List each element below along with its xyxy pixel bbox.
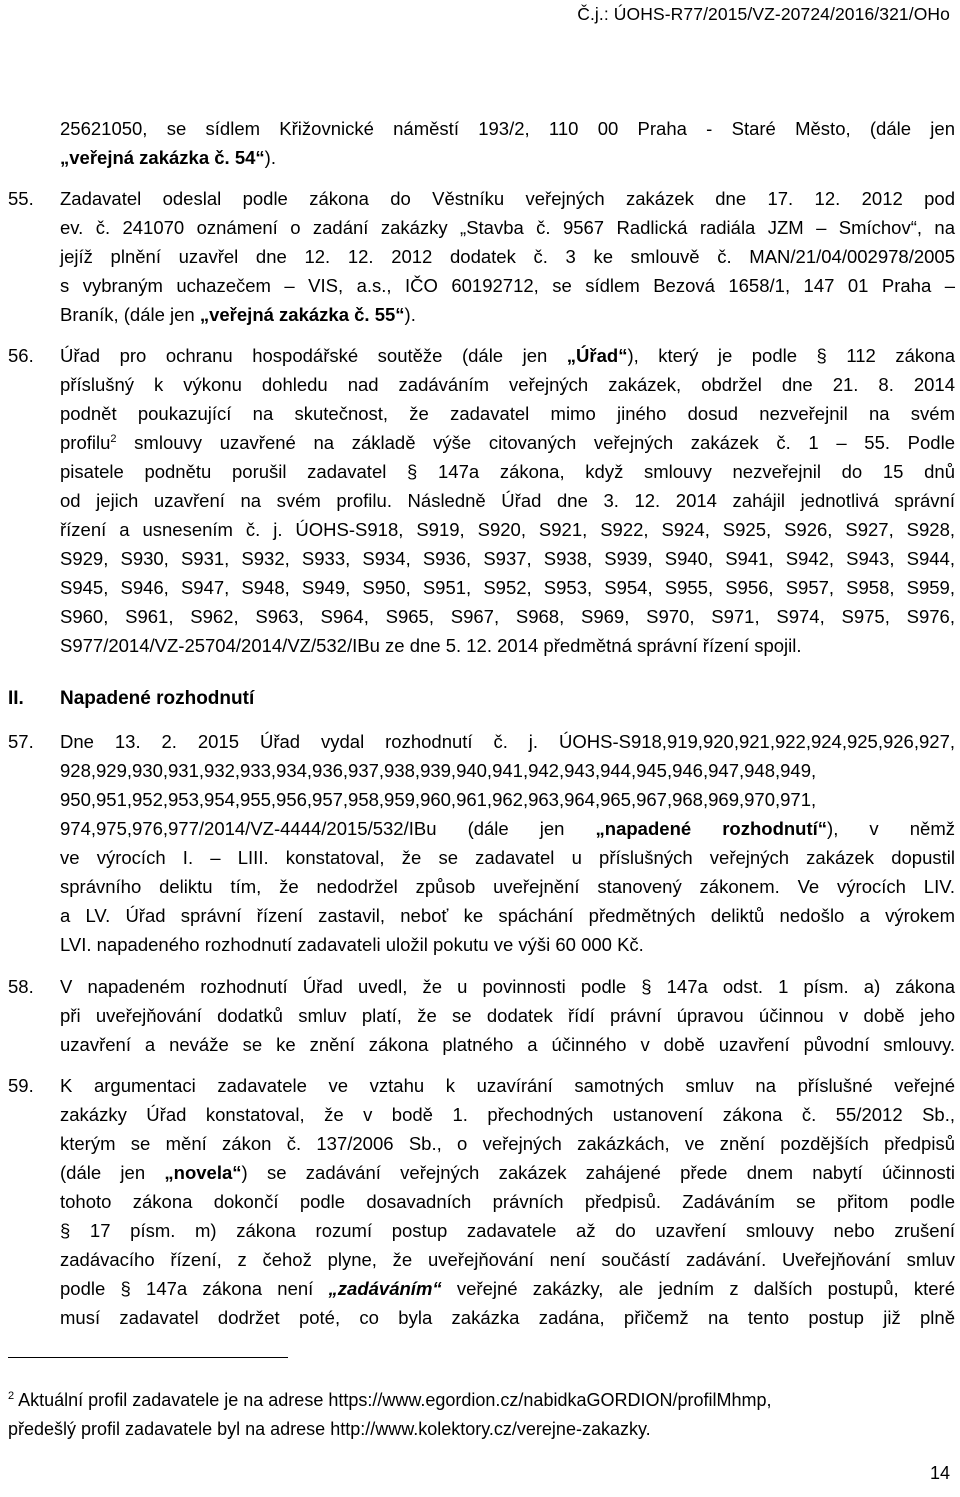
text-run: veřejné zakázky, ale jedním z dalších postupů, které <box>441 1278 955 1299</box>
paragraph-58-line: uzavření a neváže se ke znění zákona platného a účinného v době uzavření původní smlouvy. <box>60 1034 955 1055</box>
paragraph-57-line: Dne 13. 2. 2015 Úřad vydal rozhodnutí č. j. ÚOHS-S918,919,920,921,922,924,925,926,927, <box>60 731 955 752</box>
paragraph-57-line: správního deliktu tím, že nedodržel způsob uveřejnění stanovený zákonem. Ve výrocích LIV. <box>60 876 955 897</box>
paragraph-57-line <box>60 814 955 843</box>
paragraph-54-line: 25621050, se sídlem Křižovnické náměstí 193/2, 110 00 Praha - Staré Město, (dále jen <box>60 118 955 139</box>
text-run: profilu <box>60 432 111 453</box>
paragraph-57-line: LVI. napadeného rozhodnutí zadavateli uložil pokutu ve výši 60 000 Kč. <box>60 934 644 955</box>
paragraph-55-line: jejíž plnění uzavřel dne 12. 12. 2012 dodatek č. 3 ke smlouvě č. MAN/21/04/002978/2005 <box>60 246 955 267</box>
footnote-divider <box>8 1357 288 1358</box>
paragraph-56-line <box>60 341 955 370</box>
paragraph-56-line: podnět poukazující na skutečnost, že zadavatel mimo jiného dosud nezveřejnil na svém <box>60 403 955 424</box>
paragraph-57-line: a LV. Úřad správní řízení zastavil, neboť ke spáchání předmětných deliktů nedošlo a výrokem <box>60 905 955 926</box>
paragraph-number: 56. <box>8 345 34 366</box>
paragraph-56-line: S960, S961, S962, S963, S964, S965, S967, S968, S969, S970, S971, S974, S975, S976, <box>60 606 955 627</box>
text-run: s vybraným uchazečem – VIS, a.s., <box>60 275 392 296</box>
paragraph-59-line: musí zadavatel dodržet poté, co byla zakázka zadána, přičemž na tento postup již plně <box>60 1307 955 1328</box>
paragraph-54-line <box>60 143 955 172</box>
paragraph-57-line: 928,929,930,931,932,933,934,936,937,938,939,940,941,942,943,944,945,946,947,948,949, <box>60 760 817 781</box>
text-run: ). <box>404 304 416 325</box>
footnote-line: předešlý profil zadavatele byl na adrese http://www.kolektory.cz/verejne-zakazky. <box>8 1419 651 1439</box>
text-run: smlouvy uzavřené na základě výše citovaných veřejných zakázek č. 1 – 55. Podle <box>116 432 955 453</box>
footnote-marker: 2 <box>8 1390 15 1402</box>
text-run: IČO 60192712, se sídlem Bezová 1658/1, 147 01 Praha – <box>405 275 956 296</box>
paragraph-56-line: od jejich uzavření na svém profilu. Následně Úřad dne 3. 12. 2014 zahájil jednotlivá správní <box>60 490 955 511</box>
paragraph-56-line: S977/2014/VZ-25704/2014/VZ/532/IBu ze dne 5. 12. 2014 předmětná správní řízení spojil. <box>60 635 802 656</box>
paragraph-58-line: při uveřejňování dodatků smluv platí, že se dodatek řídí právní úpravou účinnou v době jeho <box>60 1005 955 1026</box>
footnote-line <box>8 1386 772 1415</box>
paragraph-57-line: ve výrocích I. – LIII. konstatoval, že se zadavatel u příslušných veřejných zakázek dopustil <box>60 847 955 868</box>
paragraph-56-line: příslušný k výkonu dohledu nad zadáváním veřejných zakázek, obdržel dne 21. 8. 2014 <box>60 374 955 395</box>
paragraph-number: 57. <box>8 731 34 752</box>
text-run: 974,975,976,977/2014/VZ-4444/2015/532/IBu (dále jen <box>60 818 596 839</box>
paragraph-number: 58. <box>8 976 34 997</box>
defined-term: „napadené rozhodnutí“ <box>595 818 828 839</box>
text-run: Úřad pro ochranu hospodářské soutěže (dále jen <box>60 345 567 366</box>
paragraph-59-line: K argumentaci zadavatele ve vztahu k uzavírání samotných smluv na příslušné veřejné <box>60 1075 955 1096</box>
paragraph-59-line <box>60 1274 955 1303</box>
section-number: II. <box>8 688 24 709</box>
text-run: podle § 147a zákona není <box>60 1278 329 1299</box>
paragraph-55-line <box>60 271 955 300</box>
paragraph-57-line: 950,951,952,953,954,955,956,957,958,959,960,961,962,963,964,965,967,968,969,970,971, <box>60 789 817 810</box>
text-run: ), v němž <box>827 818 955 839</box>
text-run: ) se zadávání veřejných zakázek zahájené přede dnem nabytí účinnosti <box>241 1162 956 1183</box>
page-number: 14 <box>929 1463 950 1483</box>
section-heading: Napadené rozhodnutí <box>60 688 255 709</box>
defined-term: „veřejná zakázka č. 55“ <box>199 304 405 325</box>
paragraph-59-line: kterým se mění zákon č. 137/2006 Sb., o veřejných zakázkách, ve znění pozdějších předpisů <box>60 1133 955 1154</box>
footnote-text: Aktuální profil zadavatele je na adrese https://www.egordion.cz/nabidkaGORDION/profilMhmp, <box>14 1390 772 1410</box>
defined-term: „Úřad“ <box>566 345 628 366</box>
paragraph-number: 55. <box>8 188 34 209</box>
paragraph-56-line: S929, S930, S931, S932, S933, S934, S936, S937, S938, S939, S940, S941, S942, S943, S944, <box>60 548 955 569</box>
paragraph-59-line: zadávacího řízení, z čehož plyne, že uveřejňování není součástí zadávání. Uveřejňování smluv <box>60 1249 955 1270</box>
document-reference-header: Č.j.: ÚOHS-R77/2015/VZ-20724/2016/321/OHo <box>577 4 950 24</box>
paragraph-59-line <box>60 1158 955 1187</box>
paragraph-58-line: V napadeném rozhodnutí Úřad uvedl, že u povinnosti podle § 147a odst. 1 písm. a) zákona <box>60 976 955 997</box>
paragraph-55-line: ev. č. 241070 oznámení o zadání zakázky „Stavba č. 9567 Radlická radiála JZM – Smíchov“, na <box>60 217 955 238</box>
defined-term: „zadáváním“ <box>328 1278 442 1299</box>
paragraph-56-line: S945, S946, S947, S948, S949, S950, S951, S952, S953, S954, S955, S956, S957, S958, S959, <box>60 577 955 598</box>
paragraph-55-line <box>60 300 955 329</box>
paragraph-59-line: § 17 písm. m) zákona rozumí postup zadavatele až do uzavření smlouvy nebo zrušení <box>60 1220 955 1241</box>
paragraph-56-line: řízení a usnesením č. j. ÚOHS-S918, S919, S920, S921, S922, S924, S925, S926, S927, S928, <box>60 519 955 540</box>
defined-term: „veřejná zakázka č. 54“ <box>60 147 265 168</box>
paragraph-59-line: zakázky Úřad konstatoval, že v bodě 1. přechodných ustanovení zákona č. 55/2012 Sb., <box>60 1104 955 1125</box>
text-run: ). <box>264 147 276 168</box>
paragraph-59-line: tohoto zákona dokončí podle dosavadních právních předpisů. Zadáváním se přitom podle <box>60 1191 955 1212</box>
text-run: (dále jen <box>60 1162 165 1183</box>
paragraph-number: 59. <box>8 1075 34 1096</box>
text-run: Braník, (dále jen <box>60 304 200 325</box>
paragraph-56-line <box>60 428 955 457</box>
paragraph-55-line: Zadavatel odeslal podle zákona do Věstníku veřejných zakázek dne 17. 12. 2012 pod <box>60 188 955 209</box>
paragraph-56-line: pisatele podnětu porušil zadavatel § 147a zákona, když smlouvy nezveřejnil do 15 dnů <box>60 461 955 482</box>
footnote-reference: 2 <box>110 432 117 445</box>
defined-term: „novela“ <box>164 1162 242 1183</box>
text-run: ), který je podle § 112 zákona <box>627 345 955 366</box>
